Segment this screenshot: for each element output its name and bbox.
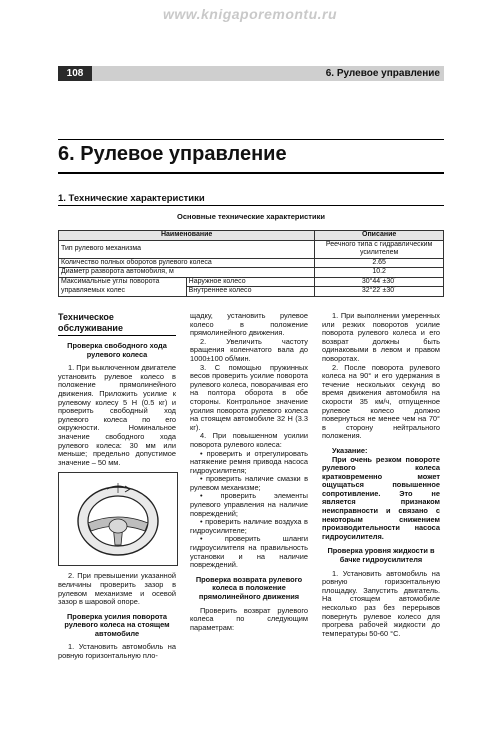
chapter-top-rule — [58, 139, 444, 140]
table-header-row — [59, 231, 444, 241]
paragraph: 1. Установить автомобиль на ровную горизонтальную площадку. Запустить двигатель. На стоящем автомобиле несколько раз без перерывов повернуть рулевое колесо для прогрева рабочей жидкости до температуры 50-60 °С. — [322, 568, 440, 638]
steering-wheel-figure — [58, 472, 178, 566]
table-row — [59, 277, 444, 287]
row-value: 32°22´±30´ — [315, 287, 444, 297]
table-header-desc: Описание — [315, 231, 444, 241]
subheading-return: Проверка возврата рулевого колеса в положение прямолинейного движения — [195, 574, 303, 601]
row-name: Диаметр разворота автомобиля, м — [59, 268, 315, 278]
spec-table — [58, 230, 444, 297]
paragraph: 1. Установить автомобиль на ровную горизонтальную пло- — [58, 642, 176, 661]
paragraph: 2. После поворота рулевого колеса на 90° и его удержания в течение нескольких секунд во время движения автомобиля на скорости 35 км/ч, отпущенное рулевое колесо должно повернуться не менее чем на 70° в сторону нейтрального положения. — [322, 362, 440, 441]
paragraph: щадку, установить рулевое колесо в положение прямолинейного движения. — [190, 311, 308, 338]
chapter-title: 6. Рулевое управление — [58, 143, 287, 165]
paragraph: 1. При выключенном двигателе установить рулевое колесо в положение прямолинейного движения. Приложить усилие к рулевому колесу 5 Н (0.5 кг) и проверить свободный ход рулевого колеса по его окружности. Номинальное значение свободного хода рулевого колеса: 30 мм или меньше; предельно допустимое значение – 50 мм. — [58, 363, 176, 467]
note-title: Указание: — [332, 445, 368, 455]
table-row — [59, 240, 444, 258]
bullet-item: • проверить элементы рулевого управления на наличие повреждений; — [190, 491, 308, 518]
row-name: Количество полных оборотов рулевого колеса — [59, 258, 315, 268]
row-subname: Внутреннее колесо — [186, 287, 315, 297]
table-row — [59, 268, 444, 278]
heading-rule — [58, 335, 176, 336]
bullet-item: • проверить и отрегулировать натяжение ремня привода насоса гидроусилителя; — [190, 448, 308, 475]
paragraph: 1. При выполнении умеренных или резких поворотов усилие поворота рулевого колеса и его возврат должны быть одинаковыми в левом и правом поворотах. — [322, 311, 440, 363]
text-column-2 — [190, 312, 308, 632]
bullet-item: • проверить наличие воздуха в гидроусилителе; — [190, 517, 308, 535]
row-name: Тип рулевого механизма — [59, 240, 315, 258]
section-rule — [58, 205, 444, 206]
table-row — [59, 258, 444, 268]
subheading-turn-effort: Проверка усилия поворота рулевого колеса на стоящем автомобиле — [64, 611, 170, 638]
bullet-item: • проверить шланги гидроусилителя на правильность установки и на наличие повреждений. — [190, 534, 308, 570]
row-subname: Наружное колесо — [186, 277, 315, 287]
paragraph: 4. При повышенном усилии поворота рулевого колеса: — [190, 431, 308, 449]
row-name: Максимальные углы поворота управляемых колес — [59, 277, 187, 296]
table-header-name: Наименование — [59, 231, 315, 241]
note-text: При очень резком повороте рулевого колеса кратковременно может ощущаться повышенное сопротивление. Это не является признаком неисправности и связано с некоторым снижением производительности насоса гидроусилителя. — [322, 454, 440, 541]
paragraph: 3. С помощью пружинных весов проверить усилие поворота рулевого колеса, поворачивая его на полтора оборота в обе стороны. Контрольное значение усилия поворота рулевого колеса на стоящем автомобиле 32 Н (3.3 кг). — [190, 362, 308, 432]
site-watermark: www.knigaporemontu.ru — [162, 6, 338, 22]
row-value: 30°44´±30´ — [315, 277, 444, 287]
text-column-3 — [322, 312, 440, 638]
row-value: 2.65 — [315, 258, 444, 268]
bullet-item: • проверить наличие смазки в рулевом механизме; — [190, 474, 308, 492]
section-heading: 1. Технические характеристики — [58, 193, 205, 204]
row-value: Реечного типа с гидравлическим усилителем — [315, 240, 444, 258]
row-value: 10.2 — [315, 268, 444, 278]
page-number: 108 — [58, 66, 92, 81]
subheading-fluid-level: Проверка уровня жидкости в бачке гидроусилителя — [327, 546, 435, 565]
maintenance-heading: Техническое обслуживание — [58, 312, 123, 333]
steering-wheel-illustration — [59, 473, 177, 565]
paragraph: 2. Увеличить частоту вращения коленчатого вала до 1000±100 об/мин. — [190, 336, 308, 363]
paragraph: 2. При превышении указанной величины проверить зазор в рулевом механизме и осевой зазор в шаровой опоре. — [58, 571, 176, 607]
running-header-title: 6. Рулевое управление — [325, 68, 440, 79]
chapter-bottom-rule — [58, 172, 444, 174]
paragraph: Проверить возврат рулевого колеса по следующим параметрам: — [190, 605, 308, 632]
table-caption: Основные технические характеристики — [177, 212, 325, 221]
subheading-free-play: Проверка свободного хода рулевого колеса — [67, 341, 167, 359]
text-column-1 — [58, 312, 176, 661]
